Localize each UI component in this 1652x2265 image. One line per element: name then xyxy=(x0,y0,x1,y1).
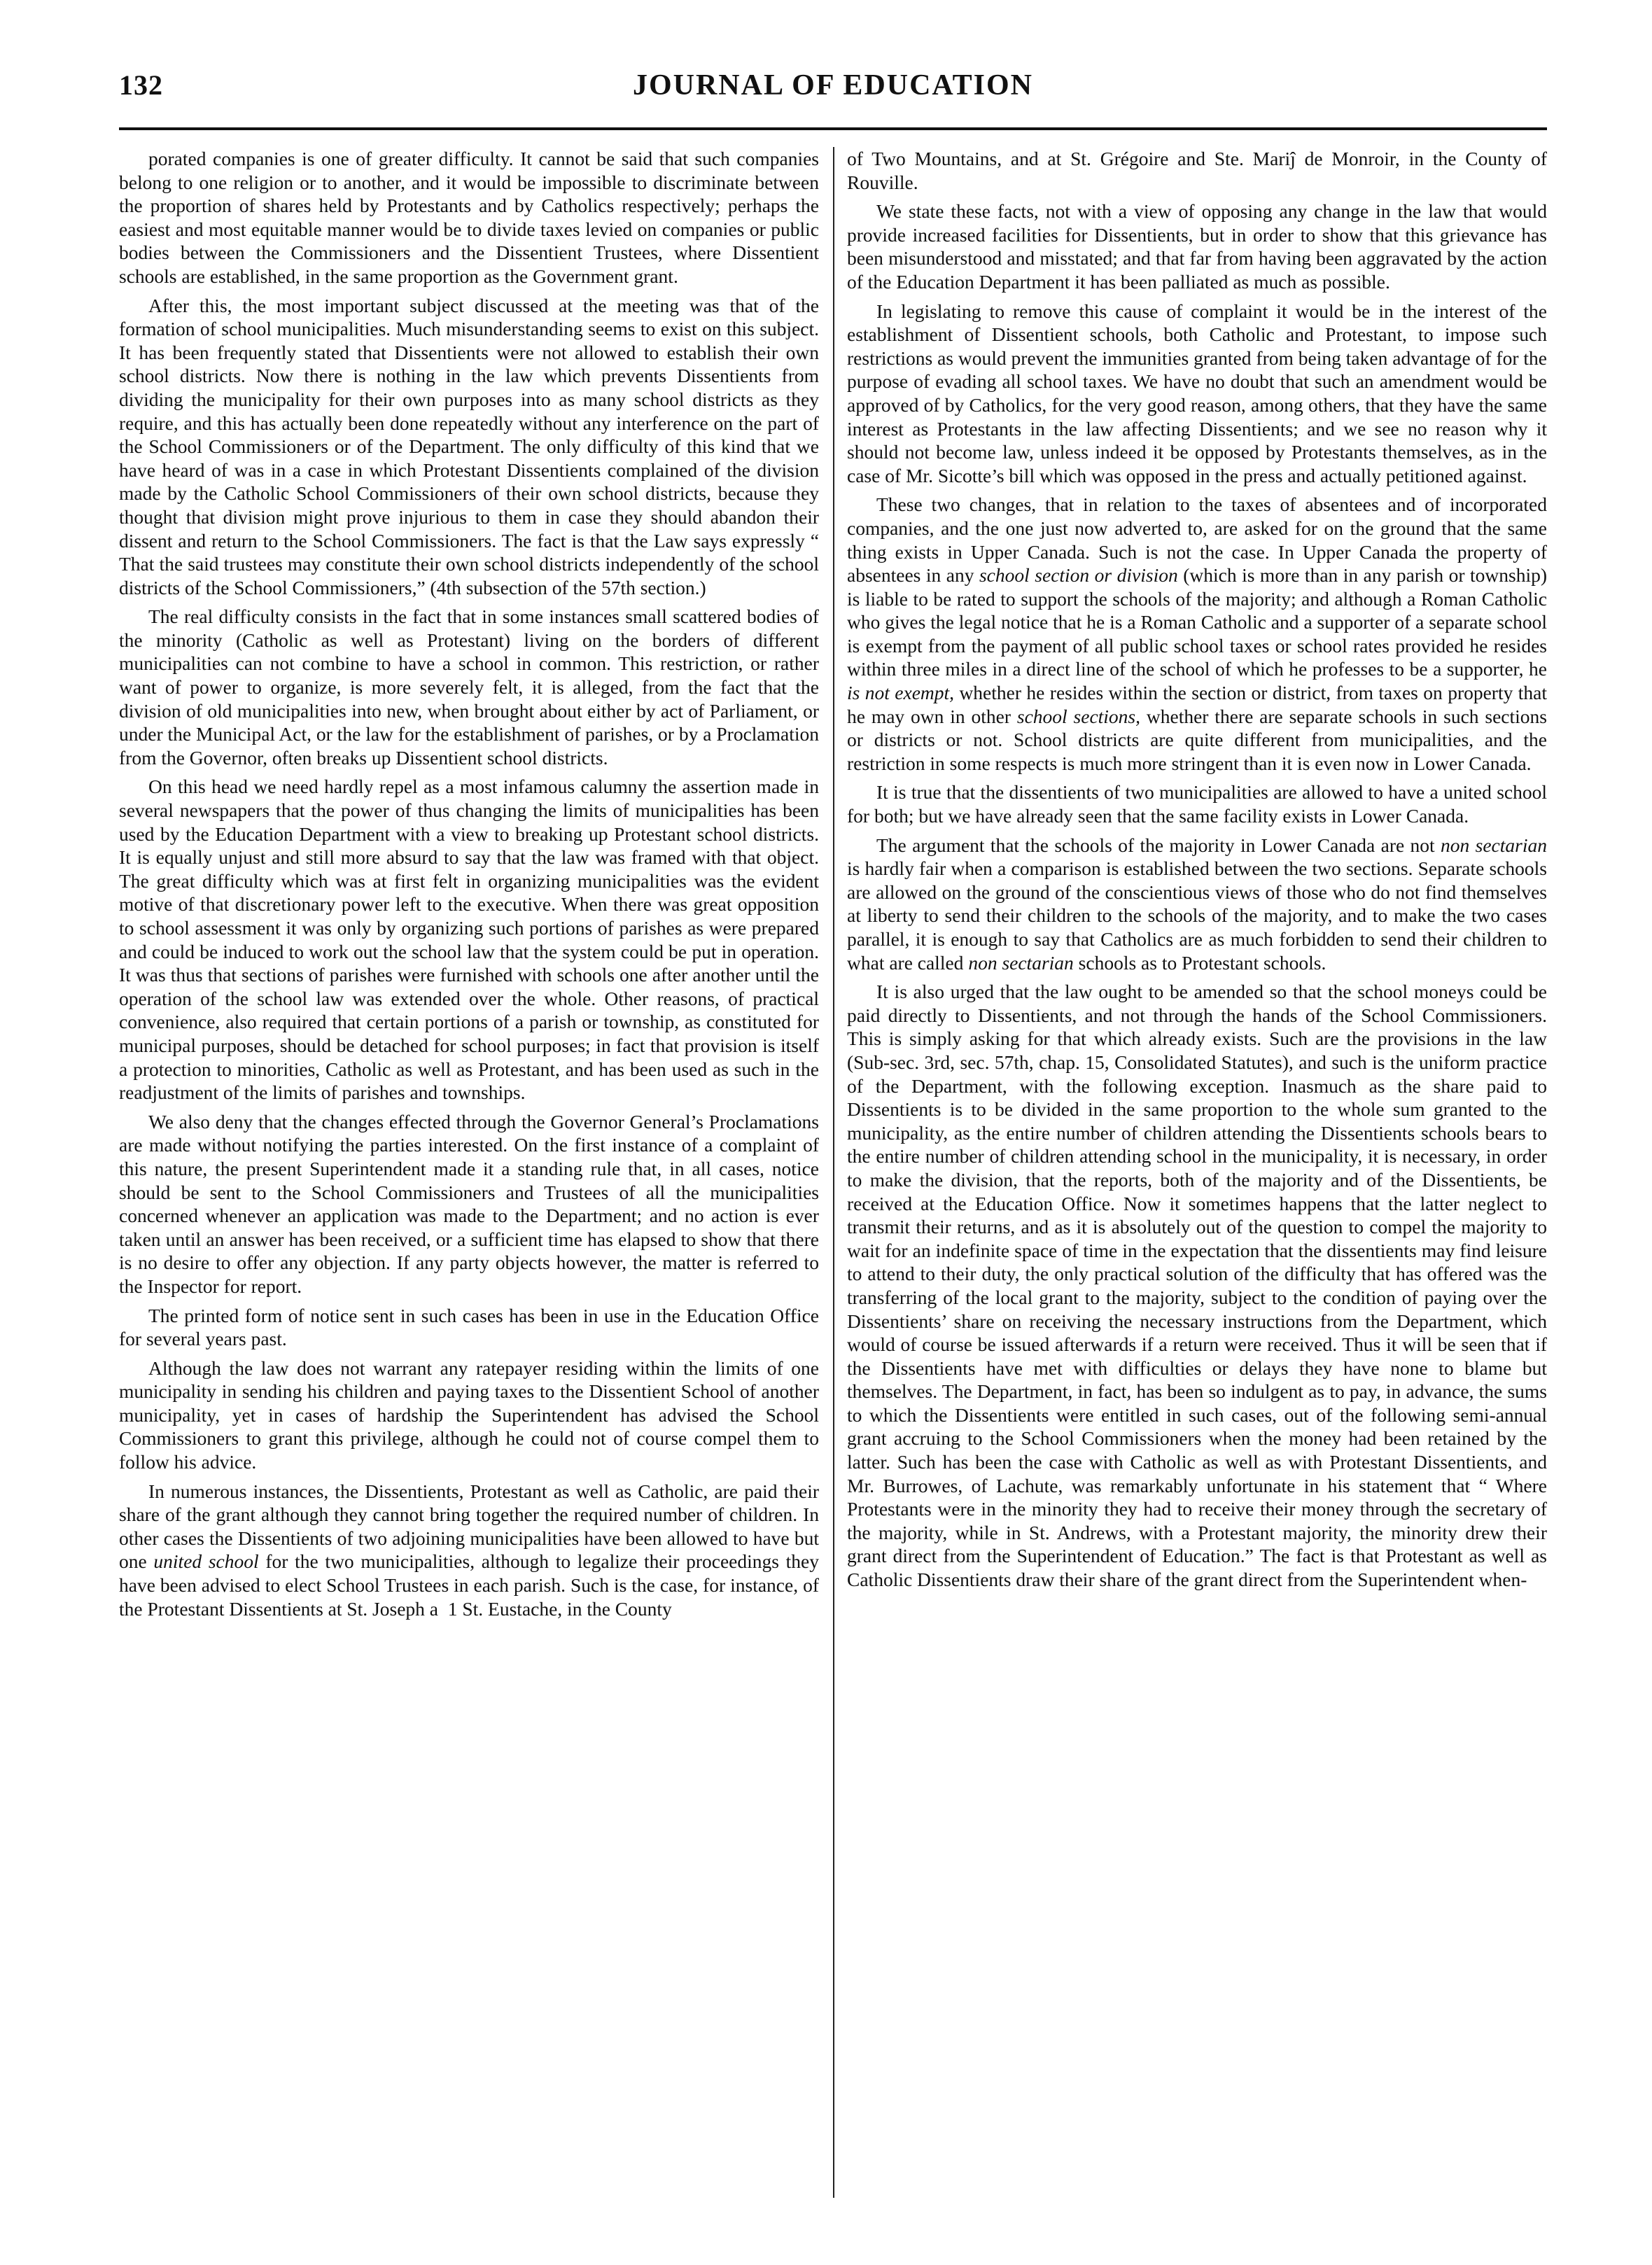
text-run: On this head we need hardly repel as a most infamous calumny the assertion made in several newspapers that the power of thus changing the limits of municipalities has been used by the Education Department with a view to breaking up Protestant school districts. It is equally unjust and still more absurd to say that the law was framed with that object. The great difficulty which was at first felt in organizing municipalities was the evident motive of that discretionary power left to the executive. When there was great opposition to school assessment it was only by organizing such portions of parishes as were prepared and could be induced to work out the school law that the system could be put in operation. It was thus that sections of parishes were furnished with schools one after another until the operation of the school law was extended over the whole. Other reasons, of practical convenience, also required that certain portions of a parish or township, as constituted for municipal purposes, should be detached for school purposes; in fact that provision is itself a protection to minorities, Catholic as well as Protestant, and has been used as such in the readjustment of the limits of parishes and townships. xyxy=(119,776,819,1104)
text-run: of Two Mountains, and at St. Grégoire and Ste. Mariĵ de Monroir, in the County of Rouville. xyxy=(847,148,1547,193)
page-number: 132 xyxy=(119,69,163,101)
text-run: whether there are separate schools in such sections or districts or not. School districts are quite different from municipalities, and the restriction in some respects is much more stringent than it is even now in Lower Canada. xyxy=(847,705,1547,774)
paragraph xyxy=(119,294,819,600)
text-run: for the two municipalities, although to legalize their proceedings they have been advised to elect School Trustees in each parish. Such is the case, for instance, of the Protestant Dissentients at St. Joseph a 1 St. Eustache, in the County xyxy=(119,1550,819,1620)
italic-text: is not exempt, xyxy=(847,682,955,704)
paragraph xyxy=(119,775,819,1104)
paragraph xyxy=(119,147,819,288)
column-divider xyxy=(833,147,834,2198)
paragraph xyxy=(847,980,1547,1591)
paragraph xyxy=(847,834,1547,975)
text-run: schools as to Protestant schools. xyxy=(1073,951,1326,974)
paragraph xyxy=(119,1356,819,1474)
paragraph xyxy=(119,1304,819,1351)
text-run: These two changes, that in relation to the taxes of absentees and of incorporated companies, and the one just now adverted to, are asked for on the ground that the same thing exists in Upper Canada. Such is not the case. In Upper Canada the property of absentees in any xyxy=(847,493,1547,587)
paragraph xyxy=(119,1480,819,1621)
italic-text: school sections, xyxy=(1016,705,1141,727)
text-run: whether he resides within the section or district, from taxes on property that he may own in other xyxy=(847,682,1547,727)
text-run: It is also urged that the law ought to be amended so that the school moneys could be paid directly to Dissentients, and not through the hands of the School Commissioners. This is simply asking for that which already exists. Such are the provisions in the law (Sub-sec. 3rd, sec. 57th, chap. 15, Consolidated Statutes), and such is the uniform practice of the Department, with the following exception. Inasmuch as the share paid to Dissentients is to be divided in the same proportion to the whole sum granted to the municipality, as the entire number of children attending the Dissentients schools bears to the entire number of children attending school in the municipality, it is necessary, in order to make the division, that the reports, both of the majority and of the Dissentients, be received at the Education Office. Now it sometimes happens that the latter neglect to transmit their returns, and as it is absolutely out of the question to compel the majority to wait for an indefinite space of time in the expectation that the dissentients may find leisure to attend to their duty, the only practical solution of the difficulty that has offered was the transferring of the local grant to the majority, subject to the condition of paying over the Dissentients’ share on receiving the necessary instructions from the Department, which would of course be issued afterwards if a return were received. Thus it will be seen that if the Dissentients have met with difficulties or delays they have none to blame but themselves. The Department, in fact, has been so indulgent as to pay, in advance, the sums to which the Dissentients were entitled in such cases, out of the following semi-annual grant accruing to the School Commissioners when the money had been retained by the latter. Such has been the case with Catholic as well as with Protestant Dissentients, and Mr. Burrowes, of Lachute, was remarkably unfortunate in his statement that “ Where Protestants were in the minority they had to receive their money through the secretary of the majority, while in St. Andrews, with a Protestant majority, the minority drew their grant direct from the Superintendent of Education.” The fact is that Protestant as well as Catholic Dissentients draw their share of the grant direct from the Superintendent when- xyxy=(847,981,1547,1591)
italic-text: school section or division xyxy=(979,564,1178,587)
text-run: (which is more than in any parish or township) is liable to be rated to support the schools of the majority; and although a Roman Catholic who gives the legal notice that he is a Roman Catholic and a supporter of a separate school is exempt from the payment of all public school taxes or school rates provided he resides within three miles in a direct line of the school of which he professes to be a supporter, he xyxy=(847,564,1547,680)
text-run: Although the law does not warrant any ratepayer residing within the limits of one municipality in sending his children and paying taxes to the Dissentient School of another municipality, yet in cases of hardship the Superintendent has advised the School Commissioners to grant this privilege, although he could not of course compel them to follow his advice. xyxy=(119,1356,819,1473)
text-run: In numerous instances, the Dissentients, Protestant as well as Catholic, are paid their share of the grant although they cannot bring together the required number of children. In other cases the Dissentients of two adjoining municipalities have been allowed to have but one xyxy=(119,1480,819,1573)
paragraph xyxy=(847,199,1547,293)
text-run: After this, the most important subject discussed at the meeting was that of the formation of school municipalities. Much misunderstanding seems to exist on this subject. It has been frequently stated that Dissentients were not allowed to establish their own school districts. Now there is nothing in the law which prevents Dissentients from dividing the municipality for their own purposes into as many school districts as they require, and this has actually been done repeatedly without any interference on the part of the School Commissioners or of the Department. The only difficulty of this kind that we have heard of was in a case in which Protestant Dissentients complained of the division made by the Catholic School Commissioners of their own school districts, because they thought that division might prove injurious to them in case they should abandon their dissent and return to the School Commissioners. The fact is that the Law says expressly “ That the said trustees may constitute their own school districts independently of the school districts of the School Commissioners,” (4th subsection of the 57th section.) xyxy=(119,294,819,598)
text-run: The argument that the schools of the majority in Lower Canada are not xyxy=(876,834,1441,856)
text-run: We state these facts, not with a view of opposing any change in the law that would provide increased facilities for Dissentients, but in order to show that this grievance has been misunderstood and misstated; and that far from having been aggravated by the action of the Education Department it has been palliated as much as possible. xyxy=(847,200,1547,293)
text-run: The real difficulty consists in the fact that in some instances small scattered bodies of the minority (Catholic as well as Protestant) living on the borders of different municipalities can not combine to have a school in common. This restriction, or rather want of power to organize, is more severely felt, it is alleged, from the fact that the division of old municipalities into new, when brought about either by act of Parliament, or under the Municipal Act, or the law for the establishment of parishes, or by a Proclamation from the Governor, often breaks up Dissentient school districts. xyxy=(119,605,819,769)
header-rule xyxy=(119,127,1547,130)
text-run: It is true that the dissentients of two municipalities are allowed to have a united school for both; but we have already seen that the same facility exists in Lower Canada. xyxy=(847,781,1547,827)
paragraph xyxy=(119,605,819,769)
right-column xyxy=(847,147,1547,2205)
italic-text: united school xyxy=(153,1550,259,1573)
italic-text: non sectarian xyxy=(1441,834,1547,856)
paragraph xyxy=(847,780,1547,827)
text-run: We also deny that the changes effected through the Governor General’s Proclamations are made without notifying the parties interested. On the first instance of a complaint of this nature, the present Superintendent made it a standing rule that, in all cases, notice should be sent to the School Commissioners and Trustees of all the municipalities concerned whenever an application was made to the Department; and no action is ever taken until an answer has been received, or a sufficient time has elapsed to show that there is no desire to offer any objection. If any party objects however, the matter is referred to the Inspector for report. xyxy=(119,1110,819,1297)
paragraph xyxy=(847,300,1547,488)
paragraph xyxy=(847,147,1547,194)
running-head: JOURNAL OF EDUCATION xyxy=(632,69,1034,101)
text-run: The printed form of notice sent in such cases has been in use in the Education Office for several years past. xyxy=(119,1304,819,1350)
page-header xyxy=(119,69,1547,118)
text-run: porated companies is one of greater difficulty. It cannot be said that such companies belong to one religion or to another, and it would be impossible to discriminate between the proportion of shares held by Protestants and by Catholics respectively; perhaps the easiest and most equitable manner would be to divide taxes levied on companies or public bodies between the Commissioners and the Dissentient Trustees, where Dissentient schools are established, in the same proportion as the Government grant. xyxy=(119,148,819,287)
italic-text: non sectarian xyxy=(968,951,1074,974)
paragraph xyxy=(847,493,1547,775)
text-columns xyxy=(119,147,1547,2205)
text-run: In legislating to remove this cause of complaint it would be in the interest of the establishment of Dissentient schools, both Catholic and Protestant, to impose such restrictions as would prevent the immunities granted from being taken advantage of for the purpose of evading all school taxes. We have no doubt that such an amendment would be approved of by Catholics, for the very good reason, among others, that they have the same interest as Protestants in the law affecting Dissentients; and we see no reason why it should not become law, unless indeed it be opposed by Protestants themselves, as in the case of Mr. Sicotte’s bill which was opposed in the press and actually petitioned against. xyxy=(847,300,1547,486)
text-run: is hardly fair when a comparison is established between the two sections. Separate schools are allowed on the ground of the conscientious views of those who do not find themselves at liberty to send their children to the schools of the majority, and to make the two cases parallel, it is enough to say that Catholics are as much forbidden to send their children to what are called xyxy=(847,857,1547,974)
left-column xyxy=(119,147,819,2205)
paragraph xyxy=(119,1110,819,1298)
